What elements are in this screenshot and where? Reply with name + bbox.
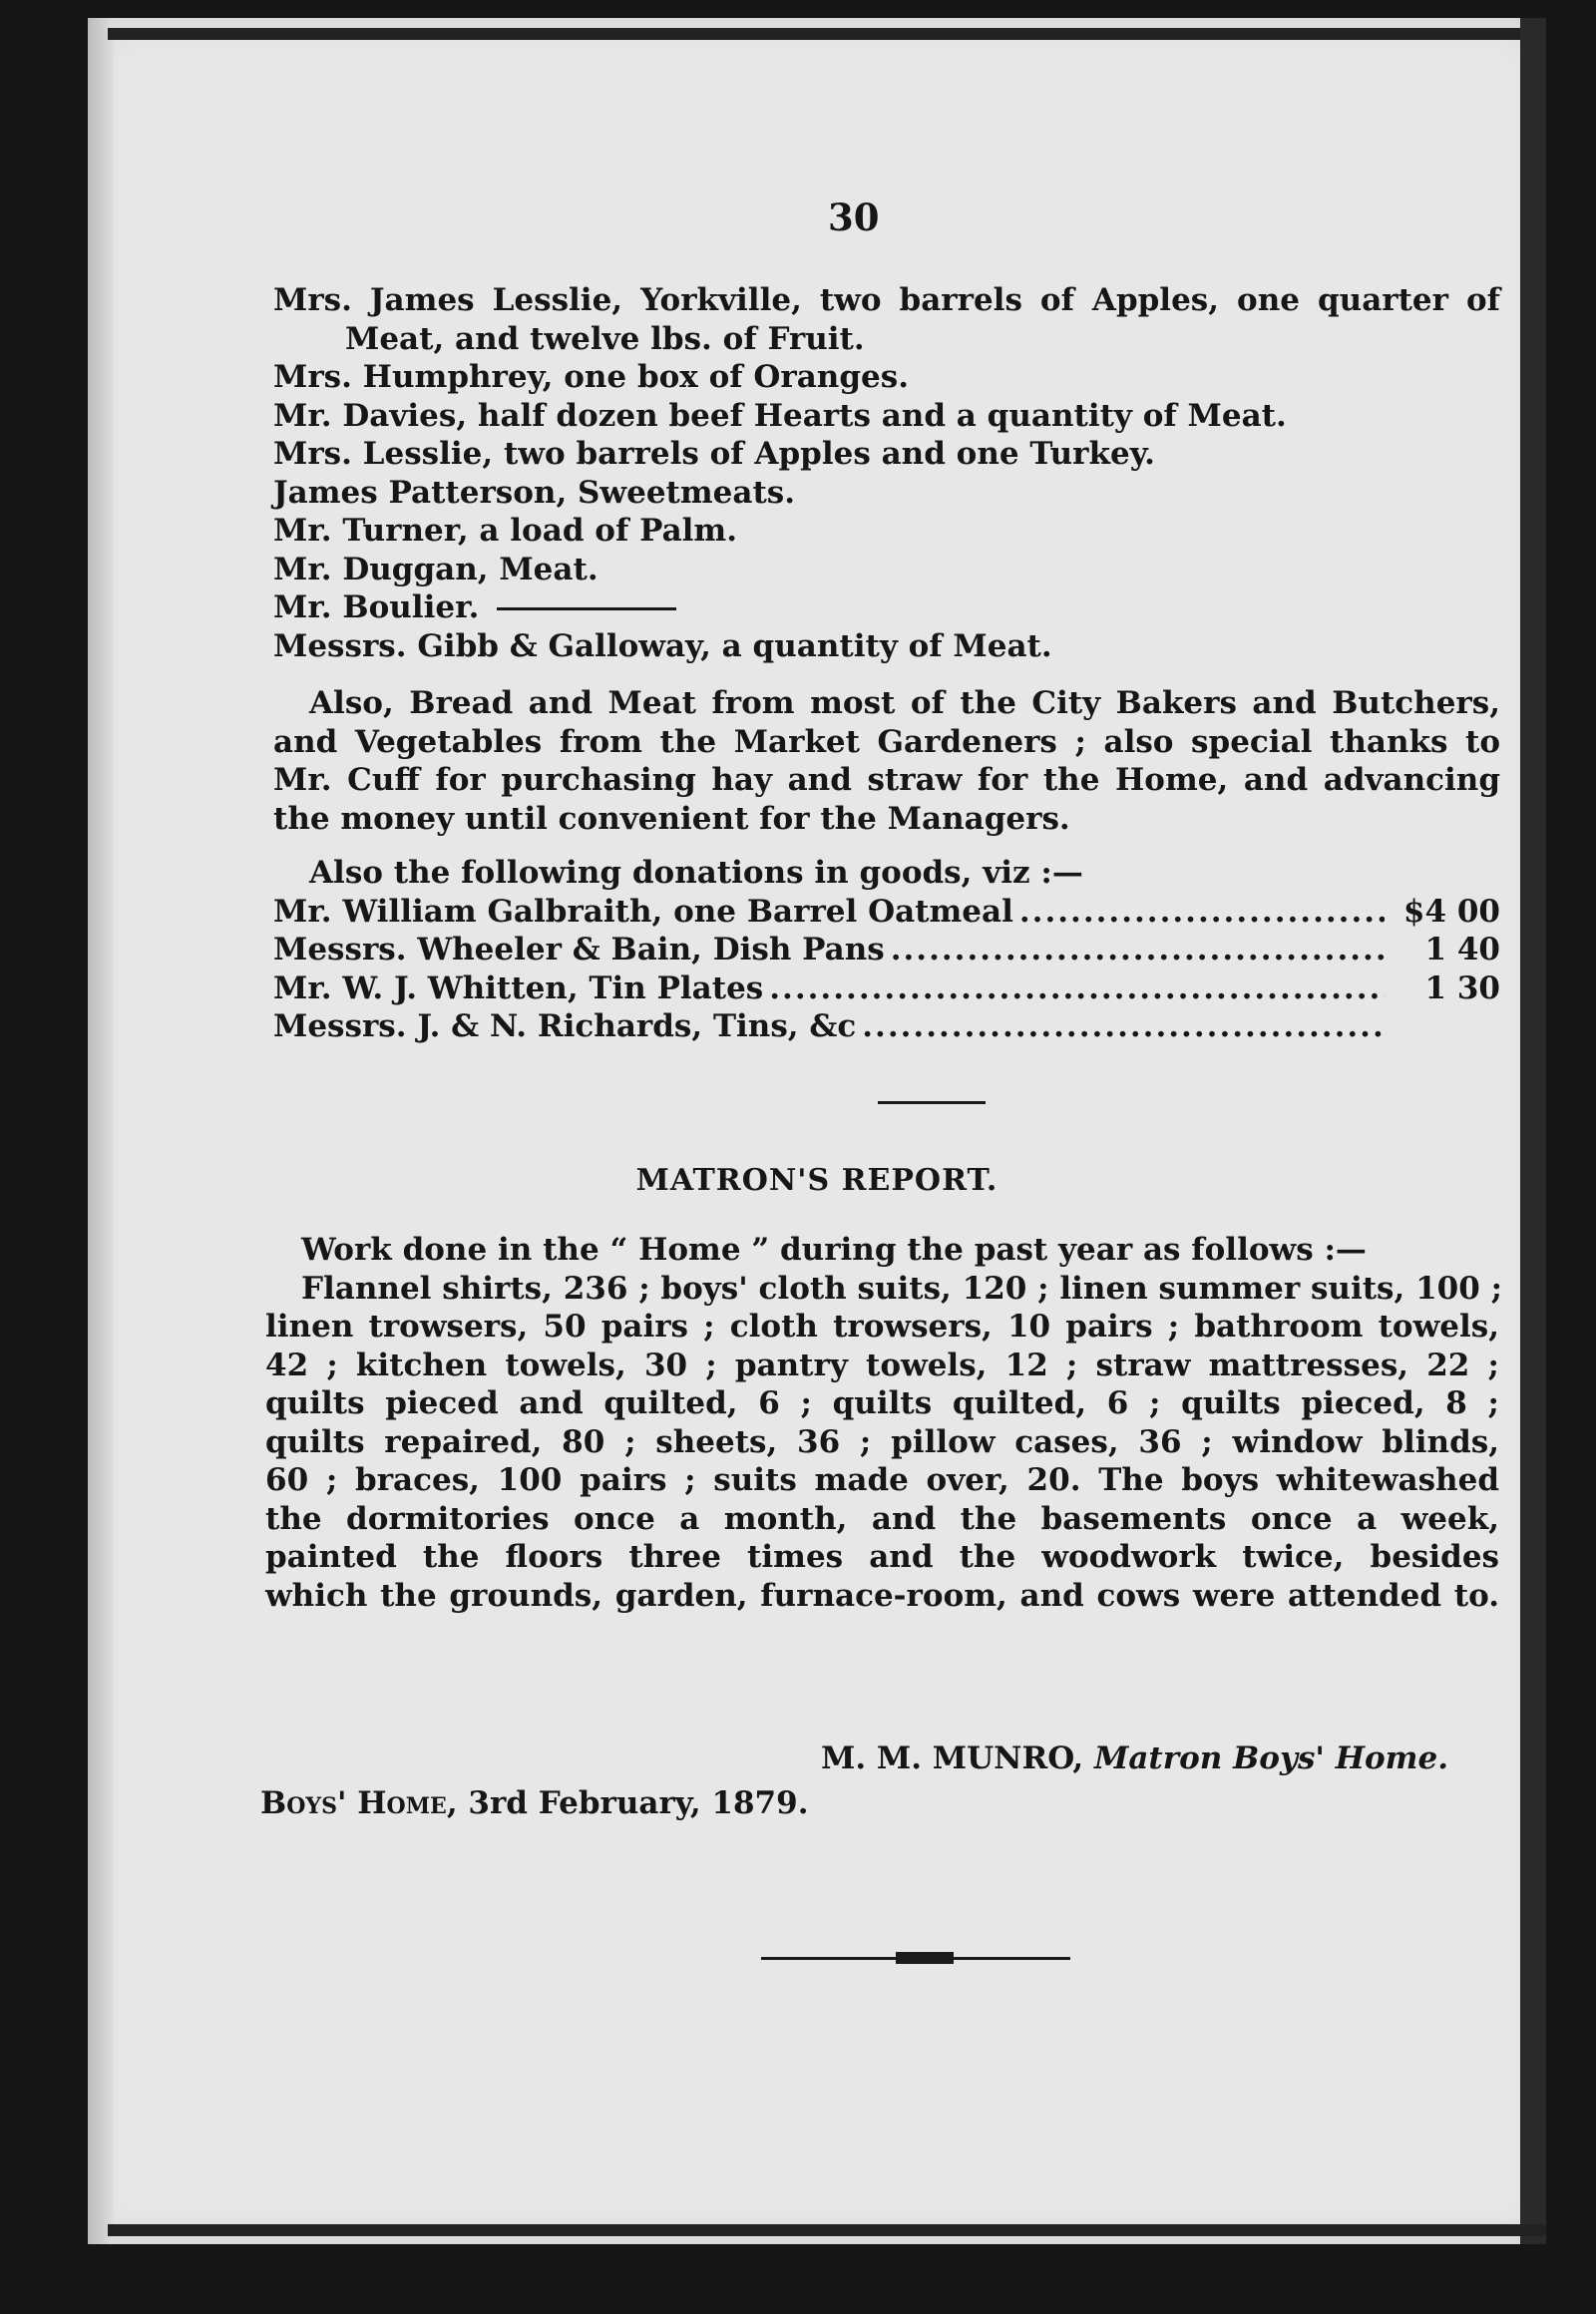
goods-list xyxy=(273,854,1500,1046)
date-line xyxy=(260,1785,808,1821)
donation-line: Messrs. Gibb & Galloway, a quantity of Meat. xyxy=(273,627,1052,664)
paragraph-line: Mr. Cuff for purchasing hay and straw for the Home, and advancing xyxy=(273,762,1500,798)
leader-dots xyxy=(862,1007,1385,1046)
goods-amount: $4 00 xyxy=(1402,893,1500,930)
goods-amount: 1 40 xyxy=(1424,932,1500,967)
bottom-border xyxy=(108,2224,1546,2236)
top-border xyxy=(108,28,1546,40)
goods-desc: Mr. William Galbraith, one Barrel Oatmeal xyxy=(273,893,1013,930)
donor-name: Mr. Boulier. xyxy=(273,589,480,625)
leader-dots xyxy=(1019,893,1385,932)
goods-row xyxy=(273,1007,1500,1046)
report-line: the dormitories once a month, and the basements once a week, xyxy=(265,1500,1499,1537)
signature-title: Matron Boys' Home. xyxy=(1094,1740,1449,1776)
blank-dash xyxy=(497,607,676,610)
report-line: 42 ; kitchen towels, 30 ; pantry towels, 12 ; straw mattresses, 22 ; xyxy=(265,1347,1499,1383)
goods-amount: 1 30 xyxy=(1424,969,1500,1006)
also-paragraph xyxy=(273,684,1500,838)
paragraph-line: Also, Bread and Meat from most of the City Bakers and Butchers, xyxy=(309,685,1500,721)
donation-line: Mr. Turner, a load of Palm. xyxy=(273,513,738,549)
donation-line: Mrs. James Lesslie, Yorkville, two barrels of Apples, one quarter of xyxy=(273,282,1500,318)
page-gutter xyxy=(88,18,114,2244)
signature-name: M. M. MUNRO, xyxy=(821,1740,1084,1776)
paragraph-line: and Vegetables from the Market Gardeners ; also special thanks to xyxy=(273,723,1500,760)
report-line: 60 ; braces, 100 pairs ; suits made over, 20. The boys whitewashed xyxy=(265,1462,1499,1498)
date-place: Boys' Home, xyxy=(260,1785,458,1821)
report-line: Flannel shirts, 236 ; boys' cloth suits, 120 ; linen summer suits, 100 ; xyxy=(301,1270,1503,1307)
report-line: quilts pieced and quilted, 6 ; quilts quilted, 6 ; quilts pieced, 8 ; xyxy=(265,1385,1499,1421)
book-page xyxy=(88,18,1546,2244)
donation-line: Mrs. Humphrey, one box of Oranges. xyxy=(273,359,909,395)
right-edge xyxy=(1520,18,1546,2244)
report-line: linen trowsers, 50 pairs ; cloth trowsers, 10 pairs ; bathroom towels, xyxy=(265,1309,1499,1345)
report-body xyxy=(265,1231,1503,1615)
donation-line: Mr. Davies, half dozen beef Hearts and a quantity of Meat. xyxy=(273,397,1287,434)
report-line: which the grounds, garden, furnace-room, and cows were attended to. xyxy=(265,1577,1499,1614)
report-line: quilts repaired, 80 ; sheets, 36 ; pillow cases, 36 ; window blinds, xyxy=(265,1423,1499,1460)
page-number: 30 xyxy=(828,195,880,239)
report-intro: Work done in the “ Home ” during the past year as follows :— xyxy=(301,1232,1367,1268)
goods-desc: Messrs. J. & N. Richards, Tins, &c xyxy=(273,1008,857,1044)
paragraph-line: the money until convenient for the Managers. xyxy=(273,800,1070,837)
report-line: painted the floors three times and the woodwork twice, besides xyxy=(265,1539,1499,1575)
goods-row xyxy=(273,969,1500,1008)
report-heading: MATRON'S REPORT. xyxy=(635,1163,998,1198)
donations-list xyxy=(273,281,1500,665)
signature xyxy=(821,1740,1448,1776)
donation-line: James Patterson, Sweetmeats. xyxy=(273,474,796,511)
goods-row xyxy=(273,931,1500,969)
end-ornament-bar xyxy=(896,1952,954,1964)
section-separator xyxy=(878,1101,986,1104)
goods-intro: Also the following donations in goods, viz :— xyxy=(309,855,1083,891)
donation-line xyxy=(273,588,1500,627)
goods-desc: Messrs. Wheeler & Bain, Dish Pans xyxy=(273,932,885,967)
goods-desc: Mr. W. J. Whitten, Tin Plates xyxy=(273,969,764,1006)
leader-dots xyxy=(891,931,1385,969)
date-text: 3rd February, 1879. xyxy=(468,1785,809,1821)
donation-line: Meat, and twelve lbs. of Fruit. xyxy=(345,320,865,357)
donation-line: Mrs. Lesslie, two barrels of Apples and one Turkey. xyxy=(273,436,1155,472)
goods-row xyxy=(273,893,1500,932)
donation-line: Mr. Duggan, Meat. xyxy=(273,551,598,587)
leader-dots xyxy=(769,969,1385,1008)
